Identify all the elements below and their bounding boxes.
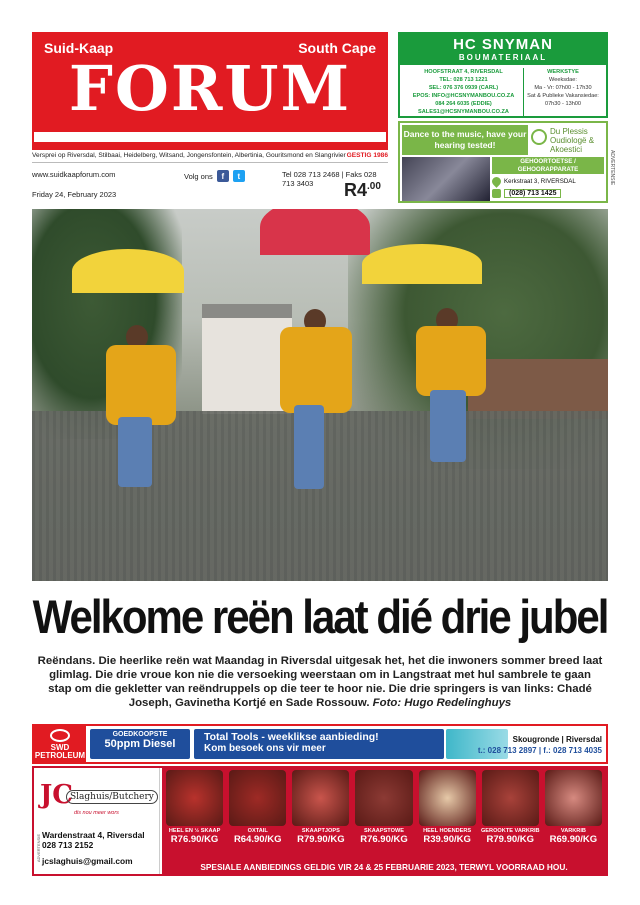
butchery-logo: JC: [40, 780, 73, 810]
caption-credit: Foto: Hugo Redelinghuys: [372, 697, 512, 709]
ad-du-plessis[interactable]: [398, 121, 608, 203]
twitter-icon[interactable]: t: [233, 170, 245, 182]
swd-promo: Total Tools - weeklikse aanbieding! Kom besoek ons vir meer: [194, 729, 444, 759]
product-item: VARKRIB R69.90/KG: [543, 770, 604, 858]
photo-person-right: [362, 244, 532, 484]
ad-dup-photo: [402, 157, 490, 201]
ad-jc-butchery[interactable]: [32, 766, 608, 876]
butchery-validity: SPESIALE AANBIEDINGS GELDIG VIR 24 & 25 FEBRUARIE 2023, TERWYL VOORRAAD HOU.: [162, 860, 606, 874]
product-item: OXTAIL R64.90/KG: [227, 770, 288, 858]
butchery-email[interactable]: jcslaghuis@gmail.com: [42, 856, 133, 866]
ad-side-label: ADVERTENSIE: [609, 150, 615, 186]
ad-hc-snyman[interactable]: [398, 32, 608, 118]
product-item: HEEL EN ½ SKAAP R76.90/KG: [164, 770, 225, 858]
caption-text: Reëndans. Die heerlike reën wat Maandag in Riversdal uitgesak het, het die inwoners sommer breed laat glimlag. Die drie vroue kon nie die versoeking weerstaan om in Langstraat met hul sambrele te gaan stap om die gekletter van reëndruppels op die teer te hoor nie. Die drie springers is van links: Chadé Joseph, Gavinetha Kortjé en Sade Rossouw.: [37, 655, 603, 709]
swd-diesel-offer: GOEDKOOPSTE 50ppm Diesel: [90, 729, 190, 759]
phone-icon: [492, 189, 501, 198]
distribution-line: [32, 152, 388, 163]
swd-store-info: Skougronde | Riversdal t.: 028 713 2897 | f.: 028 713 4035: [477, 735, 602, 755]
ad-snyman-sub: BOUMATERIAAL: [458, 53, 548, 62]
issue-price: $R4^{.00}$: [344, 180, 381, 200]
butchery-side-label: ADVERTENSIE: [36, 834, 41, 863]
region-left: Suid-Kaap: [44, 40, 114, 56]
ad-snyman-name: HC SNYMAN: [453, 36, 553, 53]
product-image: [355, 770, 412, 826]
ad-snyman-hours: WERKSTYE Weeksdae: Ma - Vr: 07h00 - 17h30 Sat & Publieke Vakansiedae: 07h30 - 13h00: [527, 69, 599, 107]
product-image: [482, 770, 539, 826]
ad-dup-address: Kerkstraat 3, RIVERSDAL: [492, 177, 604, 186]
ear-icon: [531, 129, 547, 145]
photo-person-left: [72, 249, 212, 509]
website-link[interactable]: www.suidkaapforum.com: [32, 170, 116, 179]
product-image: [229, 770, 286, 826]
ad-snyman-contacts: HOOFSTRAAT 4, RIVERSDAL TEL: 028 713 1221 SEL: 076 376 0939 (CARL) EPOS: INFO@HCSNYMANBOU.CO.ZA 084 264 6035 (EDDIE) SALES1@HCSNYMANBOU.CO.ZA: [404, 68, 524, 116]
region-right: South Cape: [298, 40, 376, 56]
newspaper-logo: FORUM: [68, 52, 352, 125]
ad-dup-service: GEHOORTOETSE / GEHOORAPPARATE: [492, 157, 604, 174]
main-photo: [32, 209, 608, 581]
product-image: [419, 770, 476, 826]
product-image: [166, 770, 223, 826]
product-item: GEROOKTE VARKRIB R79.90/KG: [480, 770, 541, 858]
issue-date: Friday 24, February 2023: [32, 190, 117, 199]
social-follow: [184, 170, 245, 182]
product-image: [545, 770, 602, 826]
product-item: SKAAPTJOPS R79.90/KG: [290, 770, 351, 858]
ad-dup-logo: Du Plessis Oudiologë & Akoestici: [532, 127, 606, 154]
product-list: [162, 768, 606, 860]
swd-logo: SWD PETROLEUM: [34, 726, 86, 762]
product-image: [292, 770, 349, 826]
butchery-address: Wardenstraat 4, Riversdal 028 713 2152: [42, 830, 145, 850]
product-item: HEEL HOENDERS R39.90/KG: [417, 770, 478, 858]
masthead: [32, 32, 388, 150]
photo-caption: [36, 654, 604, 710]
facebook-icon[interactable]: f: [217, 170, 229, 182]
established-badge: GESTIG 1986: [346, 152, 388, 159]
main-headline: Welkome reën laat dié drie jubel: [32, 590, 608, 643]
location-pin-icon: [490, 175, 503, 188]
contact-telephone: Tel 028 713 2468 | Faks 028 713 3403: [282, 170, 377, 188]
ad-dup-banner: Dance to the music, have your hearing tested!: [402, 125, 528, 155]
butchery-tagline: dis nou meer wors: [74, 810, 119, 816]
butchery-logo-box: [34, 768, 160, 874]
butchery-name: Slaghuis/Butchery: [66, 790, 158, 804]
product-item: SKAAPSTOWE R76.90/KG: [353, 770, 414, 858]
distribution-areas: Versprei op Riversdal, Stilbaai, Heidelberg, Witsand, Jongensfontein, Albertinia, Gouritsmond en Slangrivier: [32, 152, 346, 159]
ad-swd-petroleum[interactable]: [32, 724, 608, 764]
ad-dup-phone: (028) 713 1425: [492, 189, 604, 198]
follow-label: Volg ons: [184, 171, 213, 181]
